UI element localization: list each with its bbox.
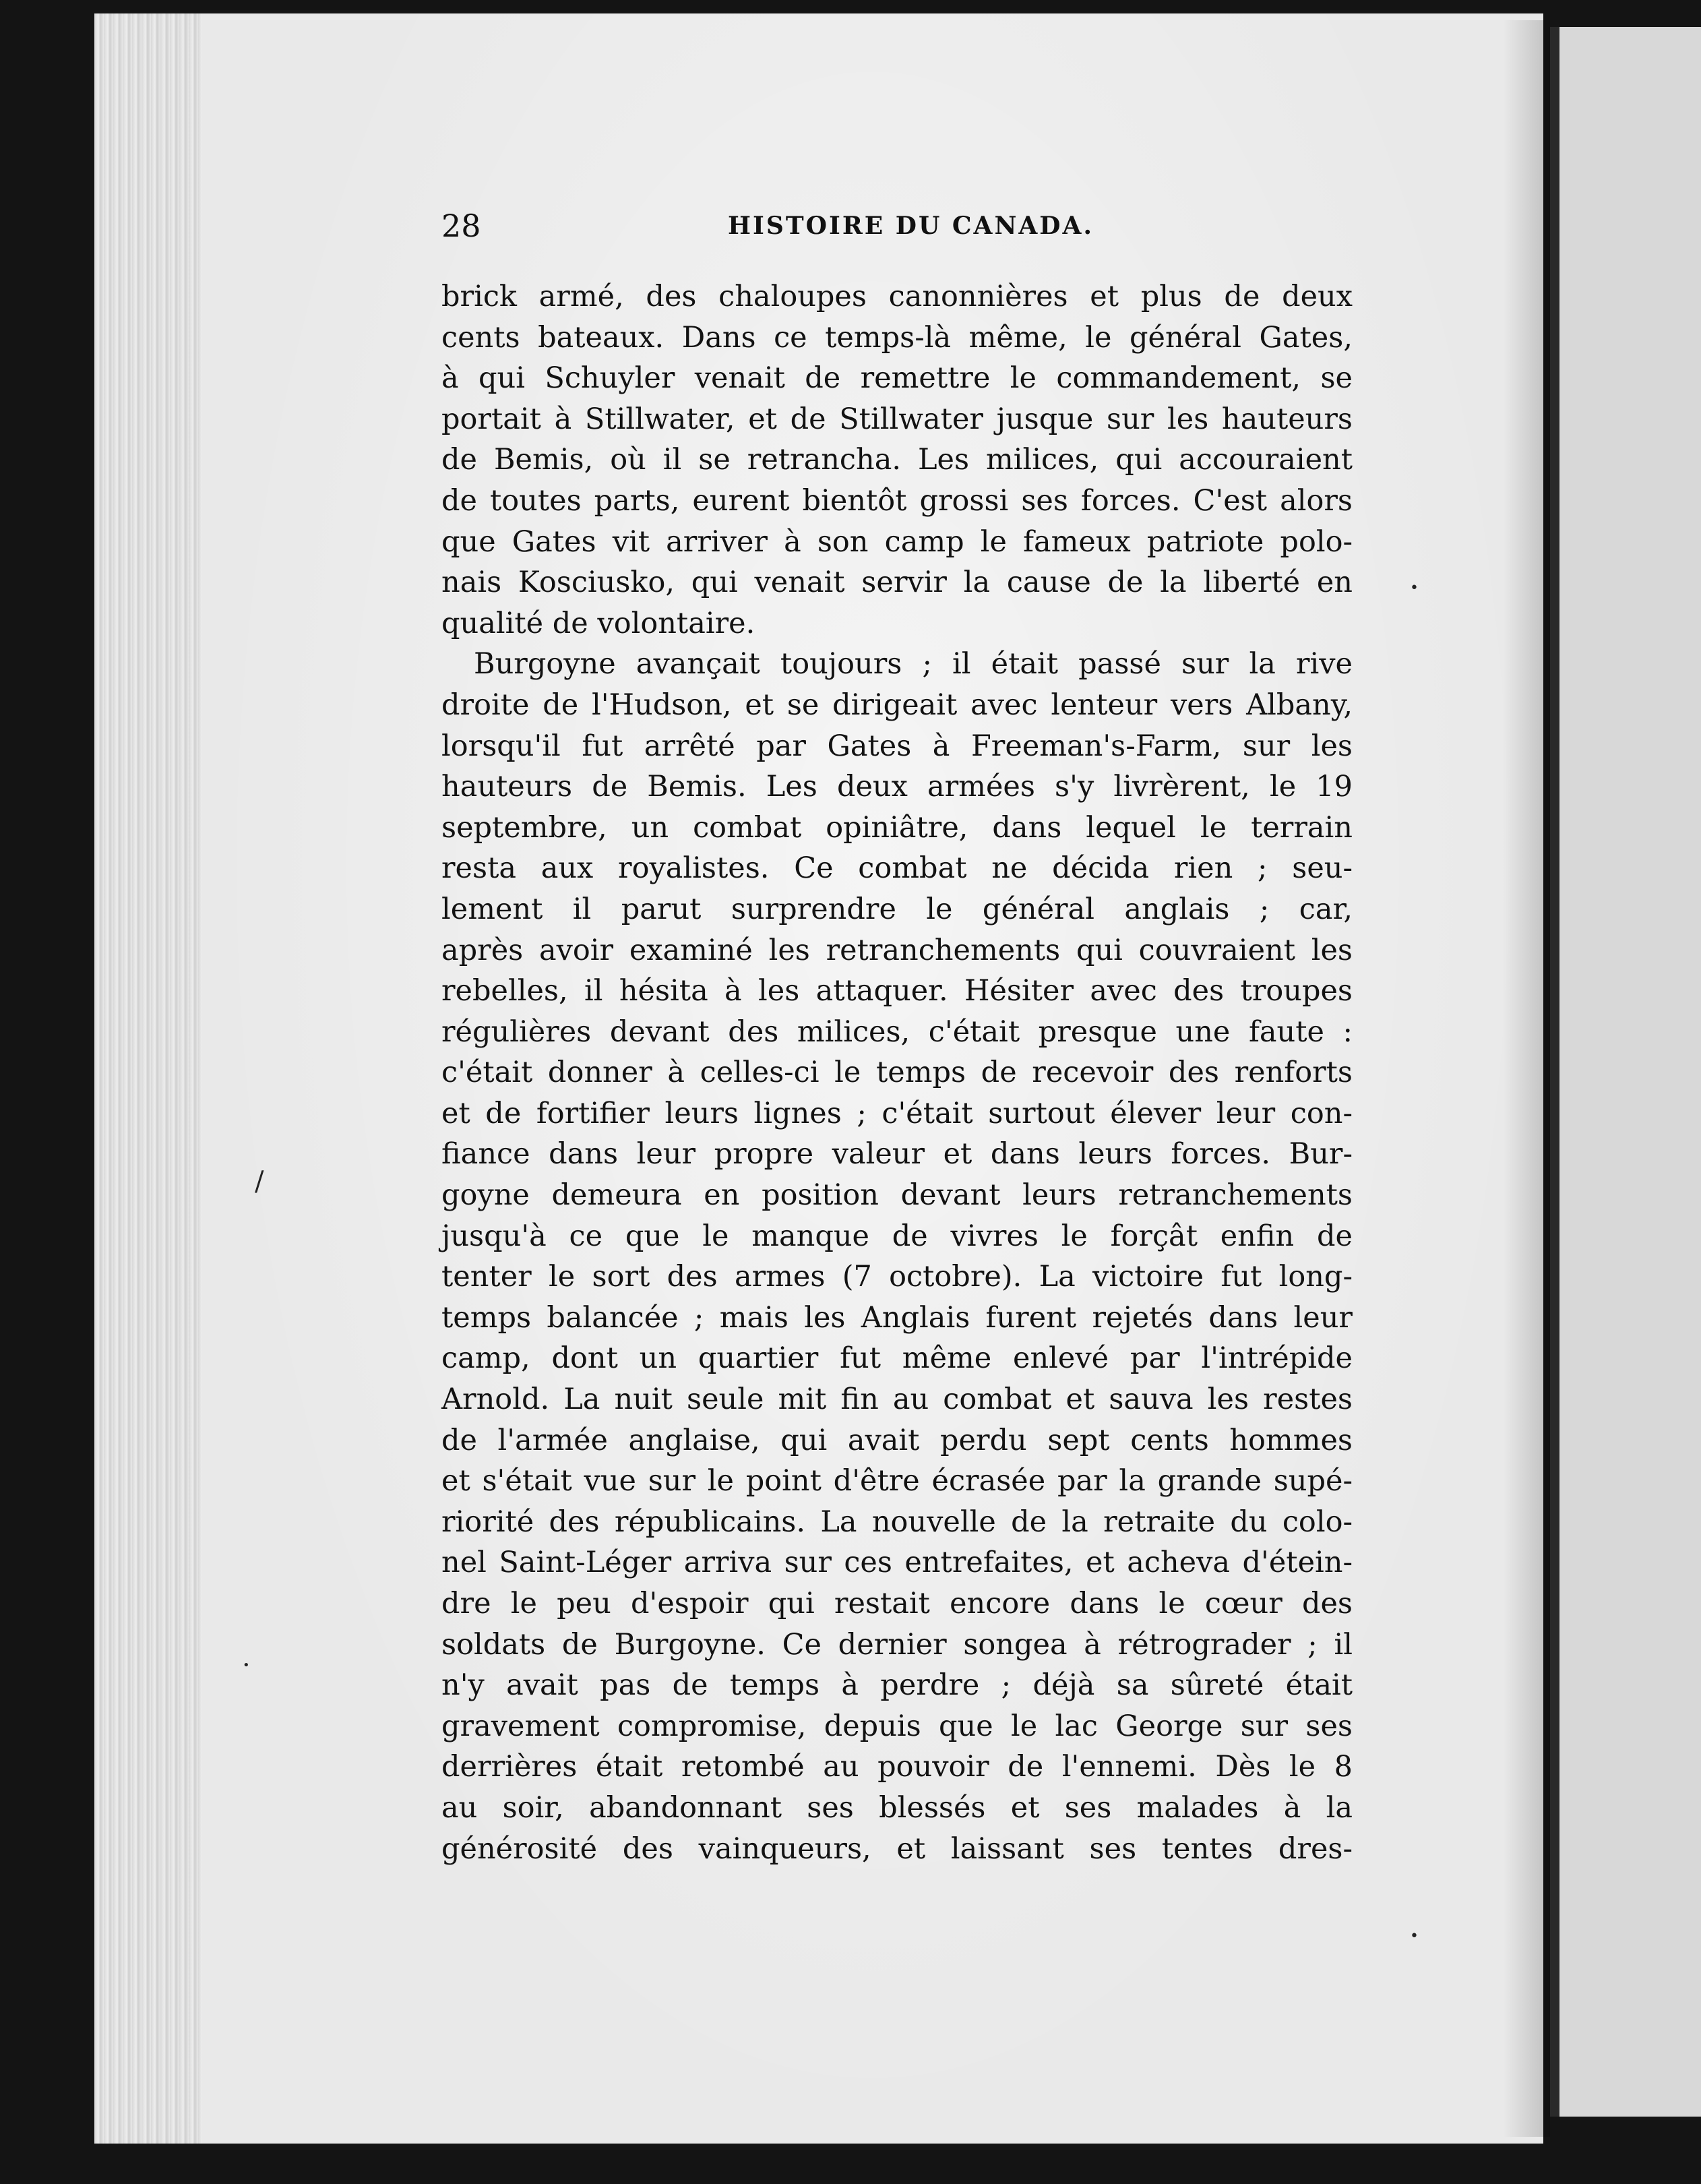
text-line: fiance dans leur propre valeur et dans leurs forces. Bur-	[441, 1137, 1353, 1172]
text-line: camp, dont un quartier fut même enlevé par l'intrépide	[441, 1341, 1353, 1376]
text-line: soldats de Burgoyne. Ce dernier songea à rétrograder ; il	[441, 1627, 1353, 1662]
stray-dot: •	[1410, 1928, 1419, 1945]
text-line: temps balancée ; mais les Anglais furent rejetés dans leur	[441, 1300, 1353, 1335]
text-line: au soir, abandonnant ses blessés et ses malades à la	[441, 1790, 1353, 1825]
text-line: après avoir examiné les retranchements qui couvraient les	[441, 933, 1353, 967]
text-line: septembre, un combat opiniâtre, dans lequel le terrain	[441, 810, 1353, 845]
text-line: tenter le sort des armes (7 octobre). La victoire fut long-	[441, 1260, 1353, 1294]
text-line: qualité de volontaire.	[441, 606, 755, 640]
text-line: portait à Stillwater, et de Stillwater jusque sur les hauteurs	[441, 402, 1353, 436]
running-title: HISTOIRE DU CANADA.	[728, 212, 1094, 240]
text-line: riorité des républicains. La nouvelle de la retraite du colo-	[441, 1505, 1353, 1539]
gutter-shadow	[1503, 20, 1550, 2137]
text-line: et s'était vue sur le point d'être écrasée par la grande supé-	[441, 1464, 1353, 1498]
text-line: à qui Schuyler venait de remettre le commandement, se	[441, 361, 1353, 396]
stray-dot: •	[243, 1658, 250, 1672]
text-line: lement il parut surprendre le général anglais ; car,	[441, 892, 1353, 926]
text-line: c'était donner à celles-ci le temps de recevoir des renforts	[441, 1056, 1353, 1090]
text-line: nel Saint-Léger arriva sur ces entrefaites, et acheva d'étein-	[441, 1546, 1353, 1580]
text-line: nais Kosciusko, qui venait servir la cause de la liberté en	[441, 566, 1353, 600]
text-line: et de fortifier leurs lignes ; c'était surtout élever leur con-	[441, 1096, 1353, 1130]
text-line: goyne demeura en position devant leurs retranchements	[441, 1178, 1353, 1213]
text-line: droite de l'Hudson, et se dirigeait avec lenteur vers Albany,	[441, 688, 1353, 722]
text-line: de toutes parts, eurent bientôt grossi ses forces. C'est alors	[441, 483, 1353, 518]
facing-page-edge	[1550, 27, 1701, 2117]
text-line: de l'armée anglaise, qui avait perdu sept cents hommes	[441, 1423, 1353, 1457]
text-line: cents bateaux. Dans ce temps-là même, le général Gates,	[441, 320, 1353, 355]
text-line: Burgoyne avançait toujours ; il était passé sur la rive	[474, 647, 1353, 681]
text-line: Arnold. La nuit seule mit fin au combat et sauva les restes	[441, 1383, 1353, 1417]
text-line: rebelles, il hésita à les attaquer. Hésiter avec des troupes	[441, 974, 1353, 1008]
text-line: générosité des vainqueurs, et laissant ses tentes dres-	[441, 1831, 1353, 1866]
text-line: régulières devant des milices, c'était presque une faute :	[441, 1014, 1353, 1049]
text-line: derrières était retombé au pouvoir de l'ennemi. Dès le 8	[441, 1750, 1353, 1784]
text-line: gravement compromise, depuis que le lac George sur ses	[441, 1709, 1353, 1743]
stray-mark: /	[255, 1166, 264, 1197]
text-line: brick armé, des chaloupes canonnières et plus de deux	[441, 280, 1353, 313]
text-line: de Bemis, où il se retrancha. Les milices, qui accouraient	[441, 443, 1353, 477]
page-stack-edges	[94, 13, 209, 2144]
text-line: n'y avait pas de temps à perdre ; déjà sa sûreté était	[441, 1668, 1353, 1703]
text-line: que Gates vit arriver à son camp le fameux patriote polo-	[441, 524, 1353, 559]
text-line: hauteurs de Bemis. Les deux armées s'y livrèrent, le 19	[441, 770, 1353, 804]
text-line: lorsqu'il fut arrêté par Gates à Freeman's-Farm, sur les	[441, 729, 1353, 763]
page-number: 28	[441, 208, 481, 244]
body-text	[441, 276, 1353, 1869]
text-line: resta aux royalistes. Ce combat ne décida rien ; seu-	[441, 851, 1353, 886]
text-line: dre le peu d'espoir qui restait encore dans le cœur des	[441, 1587, 1353, 1620]
text-line: jusqu'à ce que le manque de vivres le forçât enfin de	[441, 1219, 1353, 1253]
stray-dot: •	[1410, 580, 1419, 597]
running-head	[441, 208, 1351, 248]
